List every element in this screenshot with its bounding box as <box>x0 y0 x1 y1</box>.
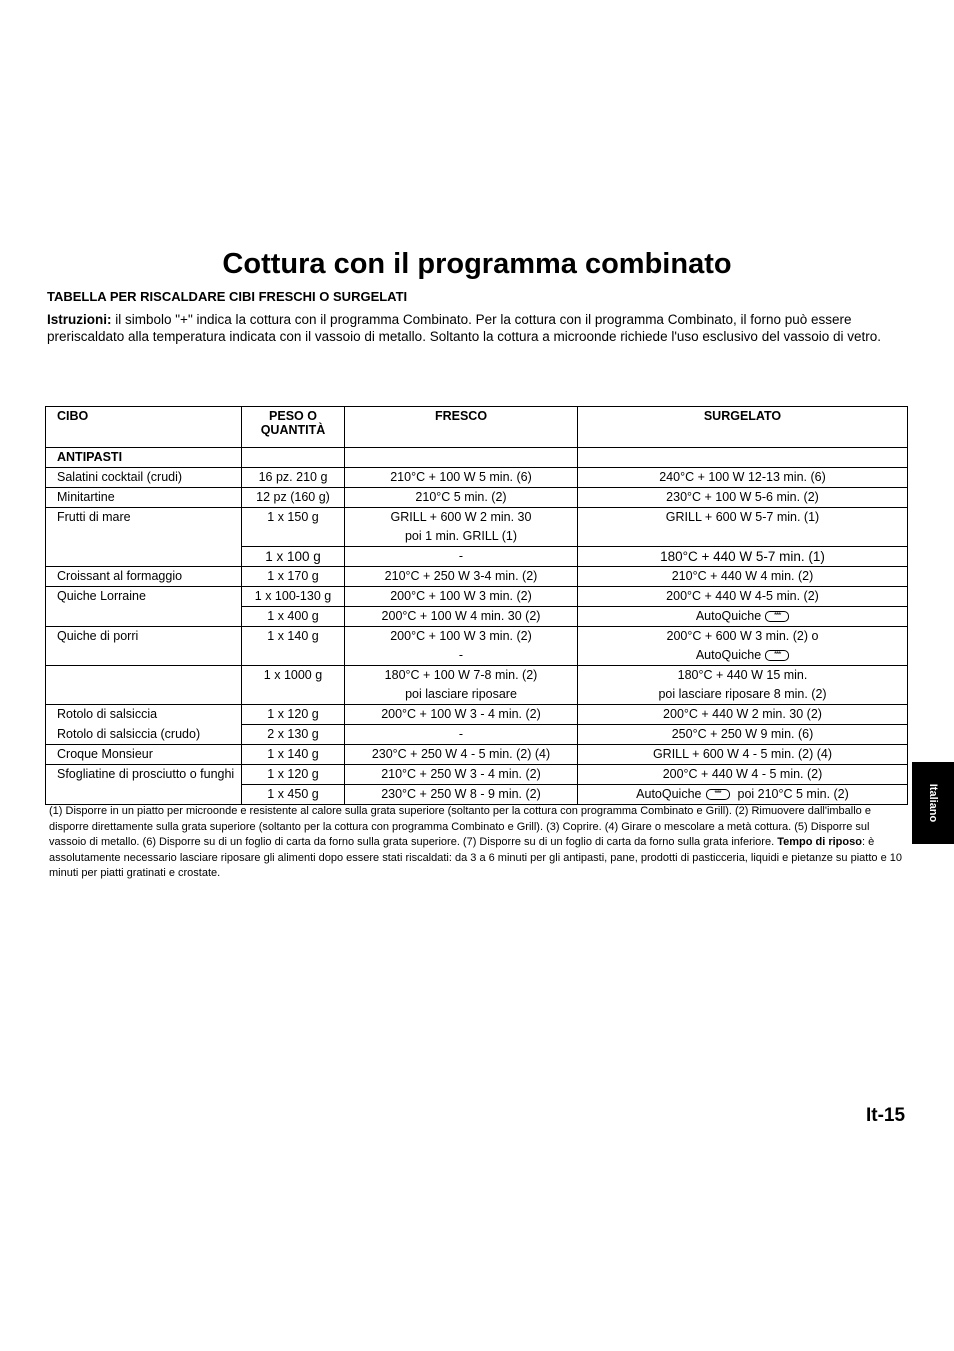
header-cibo: CIBO <box>46 407 242 448</box>
footnotes-text: (1) Disporre in un piatto per microonde e resistente al calore sulla grata superiore (soltanto per la cottura con programma Combinato e Grill). (2) Rimuovere dall'imballo e disporre direttamente sulla grata superiore (soltanto per la cottura con programma Combinato e Grill). (3) Coprire. (4) Girare o mescolare a metà cottura. (5) Disporre sul vassoio di metallo. (6) Disporre su di un foglio di carta da forno sulla grata superiore. (7) Disporre su di un foglio di carta da forno sulla grata inferiore. <box>49 805 871 848</box>
section-label: ANTIPASTI <box>46 448 242 468</box>
cell-fresco: 200°C + 100 W 3 - 4 min. (2) <box>345 705 578 725</box>
table-row <box>46 547 908 567</box>
cell-surgelato: poi lasciare riposare 8 min. (2) <box>578 685 908 705</box>
footnotes-bold: Tempo di riposo <box>777 836 862 848</box>
table-row <box>46 627 908 647</box>
cell-peso: 1 x 120 g <box>242 705 345 725</box>
cell-surgelato: GRILL + 600 W 4 - 5 min. (2) (4) <box>578 745 908 765</box>
cell-fresco: 200°C + 100 W 4 min. 30 (2) <box>345 607 578 627</box>
cell-fresco: 210°C + 100 W 5 min. (6) <box>345 468 578 488</box>
autoquiche-label: AutoQuiche <box>695 609 762 623</box>
autoquiche-after: poi 210°C 5 min. (2) <box>737 787 849 801</box>
table-row <box>46 785 908 805</box>
instructions <box>47 311 907 345</box>
header-fresco: FRESCO <box>345 407 578 448</box>
cell-fresco: 200°C + 100 W 3 min. (2) <box>345 587 578 607</box>
cell-peso: 1 x 140 g <box>242 745 345 765</box>
cell-surgelato: 180°C + 440 W 15 min. <box>578 666 908 686</box>
cell-surgelato: 180°C + 440 W 5-7 min. (1) <box>578 547 908 567</box>
table-row <box>46 607 908 627</box>
table-section-row <box>46 448 908 468</box>
cell-fresco: 180°C + 100 W 7-8 min. (2) <box>345 666 578 686</box>
cell-peso: 1 x 400 g <box>242 607 345 627</box>
cell-surgelato: 230°C + 100 W 5-6 min. (2) <box>578 488 908 508</box>
cell-peso: 1 x 100-130 g <box>242 587 345 607</box>
table-row <box>46 646 908 666</box>
autoquiche-icon: *** <box>706 789 730 800</box>
cell-surgelato: 200°C + 440 W 4-5 min. (2) <box>578 587 908 607</box>
cell-fresco: 210°C + 250 W 3 - 4 min. (2) <box>345 765 578 785</box>
cell-cibo: Quiche di porri <box>46 627 242 647</box>
table-row <box>46 725 908 745</box>
table-row <box>46 666 908 686</box>
table-row <box>46 705 908 725</box>
instructions-label: Istruzioni: <box>47 312 112 327</box>
cell-surgelato: 210°C + 440 W 4 min. (2) <box>578 567 908 587</box>
cell-surgelato: 200°C + 440 W 2 min. 30 (2) <box>578 705 908 725</box>
language-tab <box>912 762 954 844</box>
cell-peso: 2 x 130 g <box>242 725 345 745</box>
autoquiche-icon: *** <box>765 611 789 622</box>
cell-cibo: Salatini cocktail (crudi) <box>46 468 242 488</box>
autoquiche-label: AutoQuiche <box>636 787 702 801</box>
table-row <box>46 745 908 765</box>
cell-peso: 12 pz (160 g) <box>242 488 345 508</box>
cell-fresco: 200°C + 100 W 3 min. (2) <box>345 627 578 647</box>
cell-peso: 1 x 450 g <box>242 785 345 805</box>
table-header-row <box>46 407 908 448</box>
cell-cibo: Sfogliatine di prosciutto o funghi <box>46 765 242 785</box>
cell-peso: 1 x 170 g <box>242 567 345 587</box>
cell-peso: 1 x 120 g <box>242 765 345 785</box>
cell-fresco: - <box>345 646 578 666</box>
cell-cibo: Croissant al formaggio <box>46 567 242 587</box>
cell-fresco: 210°C + 250 W 3-4 min. (2) <box>345 567 578 587</box>
table-row <box>46 468 908 488</box>
cell-surgelato: 200°C + 600 W 3 min. (2) o <box>578 627 908 647</box>
cell-peso: 1 x 140 g <box>242 627 345 647</box>
cell-fresco: poi 1 min. GRILL (1) <box>345 527 578 547</box>
table-row <box>46 587 908 607</box>
cell-cibo: Rotolo di salsiccia <box>46 705 242 725</box>
header-surgelato: SURGELATO <box>578 407 908 448</box>
cell-cibo: Frutti di mare <box>46 508 242 528</box>
cell-surgelato: 250°C + 250 W 9 min. (6) <box>578 725 908 745</box>
cell-fresco: GRILL + 600 W 2 min. 30 <box>345 508 578 528</box>
table-row <box>46 567 908 587</box>
cell-cibo: Minitartine <box>46 488 242 508</box>
table-row <box>46 765 908 785</box>
table-row <box>46 488 908 508</box>
cooking-table <box>45 406 908 805</box>
cell-fresco: - <box>345 547 578 567</box>
cell-cibo: Croque Monsieur <box>46 745 242 765</box>
cell-surgelato: 240°C + 100 W 12-13 min. (6) <box>578 468 908 488</box>
cell-fresco: 230°C + 250 W 8 - 9 min. (2) <box>345 785 578 805</box>
cell-peso: 1 x 1000 g <box>242 666 345 686</box>
cell-fresco: 210°C 5 min. (2) <box>345 488 578 508</box>
autoquiche-label: AutoQuiche <box>695 648 762 662</box>
cell-surgelato <box>578 646 908 666</box>
cell-surgelato <box>578 785 908 805</box>
cell-surgelato <box>578 607 908 627</box>
cell-cibo: Rotolo di salsiccia (crudo) <box>46 725 242 745</box>
footnotes <box>49 804 905 882</box>
instructions-text: il simbolo "+" indica la cottura con il programma Combinato. Per la cottura con il programma Combinato, il forno può essere preriscaldato alla temperatura indicata con il vassoio di metallo. Soltanto la cottura a microonde richiede l'uso esclusivo del vassoio di vetro. <box>47 312 882 344</box>
cell-fresco: 230°C + 250 W 4 - 5 min. (2) (4) <box>345 745 578 765</box>
table-row <box>46 527 908 547</box>
table-row <box>46 508 908 528</box>
page-title: Cottura con il programma combinato <box>222 248 732 280</box>
header-peso: PESO O QUANTITÀ <box>242 407 345 448</box>
cell-fresco: - <box>345 725 578 745</box>
cell-peso: 16 pz. 210 g <box>242 468 345 488</box>
cell-surgelato: 200°C + 440 W 4 - 5 min. (2) <box>578 765 908 785</box>
page-number: It-15 <box>866 1105 906 1126</box>
language-tab-label: Italiano <box>927 783 939 823</box>
table-row <box>46 685 908 705</box>
cell-peso: 1 x 100 g <box>242 547 345 567</box>
cell-surgelato: GRILL + 600 W 5-7 min. (1) <box>578 508 908 528</box>
footnotes-text-2: : è assolutamente necessario lasciare riposare gli alimenti dopo essere stati riscaldati: da 3 a 6 minuti per gli antipasti, pane, prodotti di pasticceria, liquidi e pietanze su piatto e 10 minuti per piatti gratinati e crostate. <box>49 836 902 879</box>
cell-cibo: Quiche Lorraine <box>46 587 242 607</box>
cell-peso: 1 x 150 g <box>242 508 345 528</box>
cell-fresco: poi lasciare riposare <box>345 685 578 705</box>
table-subtitle: TABELLA PER RISCALDARE CIBI FRESCHI O SURGELATI <box>47 289 408 304</box>
autoquiche-icon: *** <box>765 650 789 661</box>
